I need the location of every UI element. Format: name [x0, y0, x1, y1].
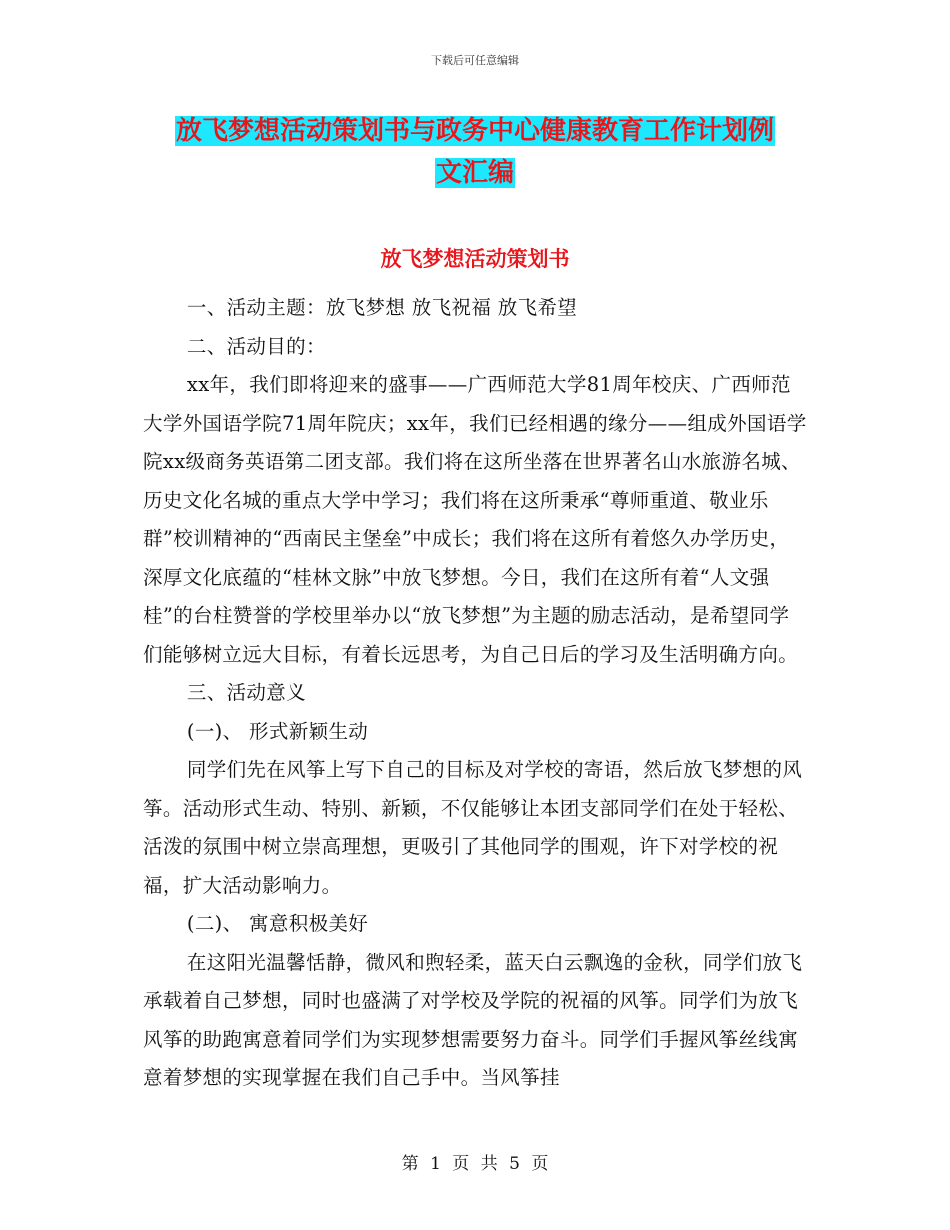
section-title: 放飞梦想活动策划书: [380, 247, 570, 271]
paragraph-activity-purpose-heading: 二、活动目的：: [186, 334, 326, 358]
document-title-text-1: 放飞梦想活动策划书与政务中心健康教育工作计划例: [175, 116, 774, 146]
header-note: 下载后可任意编辑: [431, 54, 519, 67]
document-title-line-2: [0, 151, 950, 195]
document-title-line-1: [0, 109, 950, 153]
paragraph-subheading-1: (一)、 形式新颖生动: [186, 719, 369, 743]
paragraph-significance-2: 在这阳光温馨恬静，微风和煦轻柔，蓝天白云飘逸的金秋，同学们放飞承载着自己梦想，同时也盛满了对学校及学院的祝福的风筝。同学们为放飞风筝的助跑寓意着同学们为实现梦想需要努力奋斗。同学们手握风筝丝线寓意着梦想的实现掌握在我们自己手中。当风筝挂: [143, 950, 803, 1089]
document-title-text-2: 文汇编: [435, 158, 514, 188]
document-body: [143, 289, 808, 1098]
paragraph-activity-purpose: xx年，我们即将迎来的盛事——广西师范大学81周年校庆、广西师范大学外国语学院71周年院庆；xx年，我们已经相遇的缘分——组成外国语学院xx级商务英语第二团支部。我们将在这所坐落在世界著名山水旅游名城、历史文化名城的重点大学中学习；我们将在这所秉承“尊师重道、敬业乐群”校训精神的“西南民主堡垒”中成长；我们将在这所有着悠久办学历史，深厚文化底蕴的“桂林文脉”中放飞梦想。今日，我们在这所有着“人文强桂”的台柱赞誉的学校里举办以“放飞梦想”为主题的励志活动，是希望同学们能够树立远大目标，有着长远思考，为自己日后的学习及生活明确方向。: [143, 373, 807, 666]
paragraph-activity-significance-heading: 三、活动意义: [186, 681, 306, 704]
paragraph-activity-theme: 一、活动主题：放飞梦想 放飞祝福 放飞希望: [186, 296, 578, 319]
paragraph-significance-1: 同学们先在风筝上写下自己的目标及对学校的寄语，然后放飞梦想的风筝。活动形式生动、特别、新颖，不仅能够让本团支部同学们在处于轻松、活泼的氛围中树立崇高理想，更吸引了其他同学的围观，许下对学校的祝福，扩大活动影响力。: [143, 758, 803, 897]
paragraph-subheading-2: (二)、 寓意积极美好: [186, 912, 369, 935]
page-footer: 第 1 页 共 5 页: [401, 1154, 549, 1174]
